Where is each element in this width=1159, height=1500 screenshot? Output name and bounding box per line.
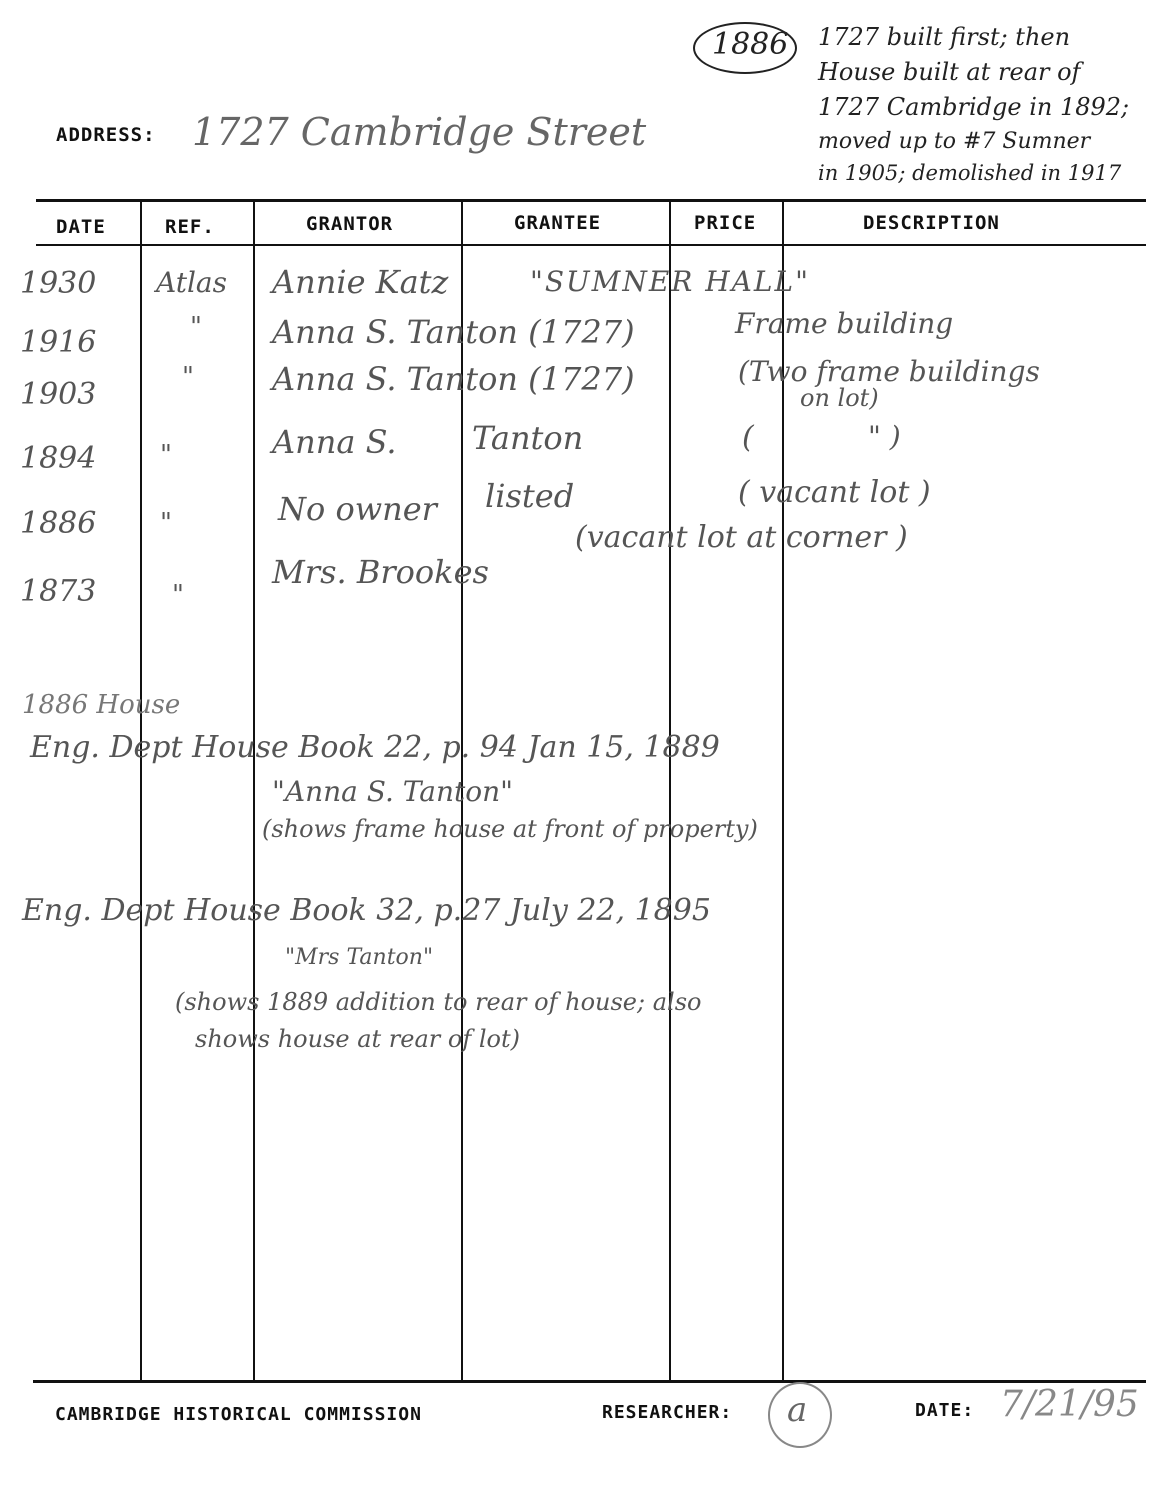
entry-grantee: listed [485, 477, 575, 515]
note-line: "Mrs Tanton" [285, 945, 434, 970]
entry-grantee: Tanton [472, 419, 584, 457]
table-top-rule [36, 199, 1146, 202]
researcher-value: a [787, 1390, 808, 1430]
entry-description: ( vacant lot ) [738, 475, 931, 510]
col-header-date: DATE [56, 216, 106, 238]
note-line: shows house at rear of lot) [195, 1025, 520, 1053]
date-value: 7/21/95 [1000, 1384, 1139, 1425]
col-header-description: DESCRIPTION [863, 212, 1000, 234]
entry-description: (Two frame buildings [738, 355, 1040, 388]
entry-ref: " [182, 362, 194, 392]
top-note-line: in 1905; demolished in 1917 [818, 161, 1122, 185]
entry-date: 1886 [20, 506, 97, 541]
col-header-grantee: GRANTEE [514, 212, 602, 234]
note-line: 1886 House [22, 690, 181, 720]
top-note [818, 20, 1153, 188]
entry-ref: " [160, 440, 172, 470]
entry-grantor: Mrs. Brookes [272, 553, 489, 591]
entry-date: 1873 [20, 574, 97, 609]
commission-name: CAMBRIDGE HISTORICAL COMMISSION [55, 1404, 422, 1425]
col-header-ref: REF. [165, 216, 215, 238]
entry-grantor: No owner [278, 490, 437, 528]
top-note-line: 1727 Cambridge in 1892; [818, 93, 1130, 121]
entry-description: on lot) [800, 384, 879, 412]
entry-grantor: Anna S. Tanton (1727) [272, 313, 635, 351]
top-note-line: House built at rear of [818, 58, 1081, 86]
entry-ref: " [190, 312, 202, 342]
table-bottom-rule [33, 1380, 1146, 1383]
note-line: (shows frame house at front of property) [262, 815, 758, 843]
entry-date: 1903 [20, 377, 97, 412]
note-line: "Anna S. Tanton" [272, 775, 513, 808]
entry-date: 1894 [20, 441, 97, 476]
note-line: (shows 1889 addition to rear of house; also [175, 988, 702, 1016]
entry-grantee: "SUMNER HALL" [530, 265, 810, 298]
date-label: DATE: [915, 1400, 975, 1421]
entry-ref: " [172, 580, 184, 610]
entry-description: Frame building [735, 307, 954, 340]
column-divider [669, 201, 671, 1381]
note-line: Eng. Dept House Book 32, p.27 July 22, 1895 [22, 893, 711, 928]
address-value: 1727 Cambridge Street [192, 110, 647, 154]
entry-date: 1930 [20, 266, 97, 301]
col-header-grantor: GRANTOR [306, 213, 394, 235]
entry-date: 1916 [20, 325, 97, 360]
circled-year: 1886 [712, 27, 789, 62]
column-divider [253, 201, 255, 1381]
top-note-line: 1727 built first; then [818, 23, 1071, 51]
entry-grantor: Annie Katz [272, 263, 449, 301]
entry-price: ( [742, 420, 754, 455]
col-header-price: PRICE [694, 212, 757, 234]
top-note-line: moved up to #7 Sumner [818, 129, 1091, 154]
entry-grantor: Anna S. Tanton (1727) [272, 360, 635, 398]
address-label: ADDRESS: [56, 124, 156, 146]
entry-description: " ) [868, 420, 901, 453]
entry-ref: " [160, 508, 172, 538]
note-line: Eng. Dept House Book 22, p. 94 Jan 15, 1889 [30, 730, 720, 765]
researcher-label: RESEARCHER: [602, 1402, 733, 1423]
entry-grantor: Anna S. [272, 423, 397, 461]
header-bottom-rule [36, 244, 1146, 246]
entry-description: (vacant lot at corner ) [575, 520, 908, 555]
column-divider [140, 201, 142, 1381]
entry-ref: Atlas [156, 266, 227, 299]
